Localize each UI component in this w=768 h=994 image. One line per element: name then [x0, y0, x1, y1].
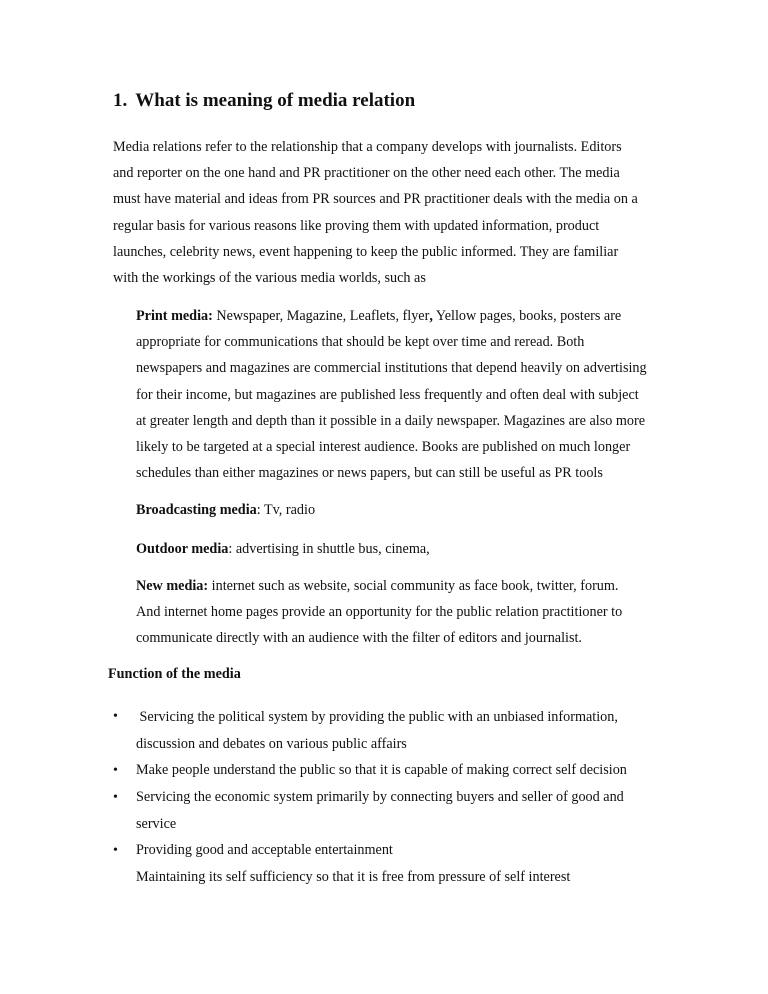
intro-paragraph	[113, 134, 693, 291]
print-media-text: Newspaper, Magazine, Leaflets, flyer	[212, 308, 430, 324]
outdoor-media-label: Outdoor media	[136, 541, 229, 557]
print-media-comma: ,	[429, 308, 433, 324]
function-list-item	[136, 837, 696, 890]
new-media-line: communicate directly with an audience with the filter of editors and journalist.	[136, 630, 582, 647]
new-media-paragraph	[136, 573, 696, 652]
broadcasting-media-paragraph	[136, 497, 696, 523]
print-media-line: newspapers and magazines are commercial institutions that depend heavily on advertising	[136, 360, 647, 377]
bullet-icon: •	[113, 843, 118, 858]
print-media-first-line	[136, 303, 696, 329]
intro-line: launches, celebrity news, event happening to keep the public informed. They are familiar	[113, 243, 619, 260]
function-item-line: Providing good and acceptable entertainment	[136, 842, 393, 858]
function-list-item	[136, 704, 696, 757]
function-list-item	[136, 757, 696, 784]
print-media-line: appropriate for communications that should be kept over time and reread. Both	[136, 334, 585, 351]
bullet-icon: •	[113, 763, 118, 778]
print-media-line: schedules than either magazines or news papers, but can still be useful as PR tools	[136, 465, 603, 482]
intro-line: Media relations refer to the relationship that a company develops with journalists. Editors	[113, 139, 622, 155]
function-item-line: discussion and debates on various public affairs	[136, 735, 407, 752]
bullet-icon: •	[113, 790, 118, 805]
intro-line: must have material and ideas from PR sources and PR practitioner deals with the media on a	[113, 191, 638, 208]
new-media-first-line	[136, 573, 696, 599]
new-media-line: And internet home pages provide an opportunity for the public relation practitioner to	[136, 604, 623, 621]
intro-line: regular basis for various reasons like proving them with updated information, product	[113, 217, 600, 234]
new-media-label: New media:	[136, 578, 209, 594]
broadcasting-media-line	[136, 497, 696, 523]
function-item-line: Servicing the economic system primarily by connecting buyers and seller of good and	[136, 789, 624, 805]
function-item-line: Maintaining its self sufficiency so that it is free from pressure of self interest	[136, 868, 571, 885]
broadcasting-media-label: Broadcasting media	[136, 502, 257, 518]
function-item-line: Servicing the political system by providing the public with an unbiased information,	[136, 709, 618, 725]
function-item-line: service	[136, 815, 177, 832]
print-media-text-end: Yellow pages, books, posters are	[432, 308, 622, 324]
intro-line: and reporter on the one hand and PR practitioner on the other need each other. The media	[113, 165, 620, 182]
print-media-label: Print media:	[136, 308, 213, 324]
print-media-paragraph	[136, 303, 696, 486]
section-heading	[113, 90, 415, 112]
print-media-line: for their income, but magazines are published less frequently and often deal with subject	[136, 386, 639, 403]
function-section-title: Function of the media	[108, 666, 241, 682]
outdoor-media-text: : advertising in shuttle bus, cinema,	[228, 541, 430, 557]
outdoor-media-paragraph	[136, 536, 696, 562]
print-media-line: at greater length and depth than it possible in a daily newspaper. Magazines are also more	[136, 412, 646, 429]
heading-text: What is meaning of media relation	[135, 90, 416, 111]
bullet-icon: •	[113, 709, 118, 724]
new-media-text: internet such as website, social community as face book, twitter, forum.	[208, 578, 619, 594]
function-item-line: Make people understand the public so that it is capable of making correct self decision	[136, 762, 627, 778]
print-media-line: likely to be targeted at a special interest audience. Books are published on much longer	[136, 439, 631, 456]
heading-number: 1.	[113, 90, 128, 111]
intro-line: with the workings of the various media worlds, such as	[113, 270, 426, 287]
outdoor-media-line	[136, 536, 696, 562]
function-list-item	[136, 784, 696, 837]
broadcasting-media-text: : Tv, radio	[256, 502, 316, 518]
